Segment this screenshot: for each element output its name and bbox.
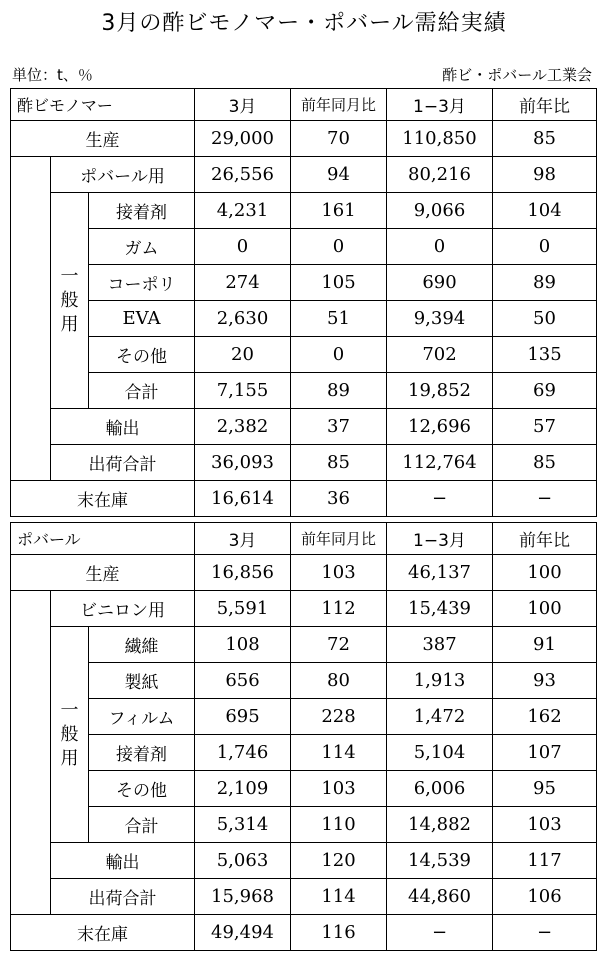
row-label: 生産	[11, 121, 195, 157]
cell: 702	[387, 337, 493, 373]
source-label: 酢ビ・ポバール工業会	[442, 66, 592, 84]
cell: 19,852	[387, 373, 493, 409]
row-label: EVA	[89, 301, 195, 337]
cell: 103	[493, 807, 597, 843]
cell: 80,216	[387, 157, 493, 193]
cell: 656	[195, 663, 291, 699]
cell: 690	[387, 265, 493, 301]
cell: 29,000	[195, 121, 291, 157]
row-label: ガム	[89, 229, 195, 265]
cell: 1,746	[195, 735, 291, 771]
cell: −	[493, 481, 597, 517]
col-header-month: 3月	[195, 523, 291, 555]
row-label: 出荷合計	[51, 445, 195, 481]
cell: −	[387, 915, 493, 951]
cell: 110	[291, 807, 387, 843]
table-row	[11, 121, 597, 157]
col-header-yoy-month: 前年同月比	[291, 523, 387, 555]
table-row	[11, 591, 597, 627]
table-row	[11, 915, 597, 951]
cell: 1,472	[387, 699, 493, 735]
cell: 100	[493, 555, 597, 591]
table-row	[11, 735, 597, 771]
row-label: フィルム	[89, 699, 195, 735]
cell: 0	[387, 229, 493, 265]
table-row	[11, 301, 597, 337]
cell: 1,913	[387, 663, 493, 699]
col-header-yoy-month: 前年同月比	[291, 89, 387, 121]
cell: 9,394	[387, 301, 493, 337]
cell: 112,764	[387, 445, 493, 481]
monomer-table	[10, 88, 597, 517]
cell: −	[387, 481, 493, 517]
cell: 50	[493, 301, 597, 337]
cell: 16,614	[195, 481, 291, 517]
cell: 98	[493, 157, 597, 193]
cell: 0	[493, 229, 597, 265]
page-title: 3月の酢ビモノマー・ポバール需給実績	[101, 11, 507, 36]
row-label: 末在庫	[11, 915, 195, 951]
row-label: 接着剤	[89, 193, 195, 229]
row-label: ポバール用	[51, 157, 195, 193]
cell: 80	[291, 663, 387, 699]
row-label: 合計	[89, 373, 195, 409]
cell: 7,155	[195, 373, 291, 409]
table-row	[11, 555, 597, 591]
cell: 95	[493, 771, 597, 807]
general-use-label: 一 般 用	[51, 627, 89, 843]
col-header-ytd: 1−3月	[387, 523, 493, 555]
col-header-ytd: 1−3月	[387, 89, 493, 121]
col-header-yoy: 前年比	[493, 523, 597, 555]
cell: 93	[493, 663, 597, 699]
cell: 120	[291, 843, 387, 879]
cell: 110,850	[387, 121, 493, 157]
table-row	[11, 265, 597, 301]
cell: 85	[493, 445, 597, 481]
table-row	[11, 879, 597, 915]
table-row	[11, 771, 597, 807]
cell: 46,137	[387, 555, 493, 591]
table-row	[11, 193, 597, 229]
cell: 37	[291, 409, 387, 445]
section-label: ポバール	[11, 523, 195, 555]
cell: 103	[291, 555, 387, 591]
cell: 70	[291, 121, 387, 157]
table-row	[11, 373, 597, 409]
cell: 26,556	[195, 157, 291, 193]
cell: 9,066	[387, 193, 493, 229]
cell: 695	[195, 699, 291, 735]
cell: 228	[291, 699, 387, 735]
cell: 5,063	[195, 843, 291, 879]
cell: −	[493, 915, 597, 951]
cell: 85	[291, 445, 387, 481]
table-row	[11, 843, 597, 879]
cell: 107	[493, 735, 597, 771]
cell: 14,539	[387, 843, 493, 879]
cell: 51	[291, 301, 387, 337]
cell: 0	[195, 229, 291, 265]
cell: 2,109	[195, 771, 291, 807]
cell: 2,630	[195, 301, 291, 337]
cell: 44,860	[387, 879, 493, 915]
row-label: コーポリ	[89, 265, 195, 301]
cell: 117	[493, 843, 597, 879]
row-label: 出荷合計	[51, 879, 195, 915]
cell: 100	[493, 591, 597, 627]
cell: 135	[493, 337, 597, 373]
col-header-month: 3月	[195, 89, 291, 121]
row-label: 輸出	[51, 843, 195, 879]
table-row	[11, 807, 597, 843]
cell: 161	[291, 193, 387, 229]
cell: 116	[291, 915, 387, 951]
table-row	[11, 627, 597, 663]
section-label: 酢ビモノマー	[11, 89, 195, 121]
indent-spacer	[11, 591, 51, 915]
row-label: その他	[89, 771, 195, 807]
cell: 0	[291, 229, 387, 265]
header-row	[11, 89, 597, 121]
cell: 103	[291, 771, 387, 807]
row-label: 合計	[89, 807, 195, 843]
cell: 85	[493, 121, 597, 157]
cell: 5,314	[195, 807, 291, 843]
cell: 36,093	[195, 445, 291, 481]
cell: 57	[493, 409, 597, 445]
cell: 6,006	[387, 771, 493, 807]
cell: 4,231	[195, 193, 291, 229]
table-row	[11, 663, 597, 699]
cell: 15,439	[387, 591, 493, 627]
cell: 12,696	[387, 409, 493, 445]
cell: 5,591	[195, 591, 291, 627]
cell: 49,494	[195, 915, 291, 951]
row-label: 末在庫	[11, 481, 195, 517]
cell: 72	[291, 627, 387, 663]
table-row	[11, 699, 597, 735]
table-row	[11, 409, 597, 445]
row-label: 接着剤	[89, 735, 195, 771]
row-label: ビニロン用	[51, 591, 195, 627]
cell: 5,104	[387, 735, 493, 771]
cell: 108	[195, 627, 291, 663]
table-row	[11, 229, 597, 265]
row-label: 輸出	[51, 409, 195, 445]
cell: 105	[291, 265, 387, 301]
cell: 16,856	[195, 555, 291, 591]
unit-label: 単位：t、％	[12, 66, 93, 84]
header-row	[11, 523, 597, 555]
poval-table	[10, 522, 597, 951]
indent-spacer	[11, 157, 51, 481]
row-label: 製紙	[89, 663, 195, 699]
table-row	[11, 445, 597, 481]
cell: 0	[291, 337, 387, 373]
cell: 69	[493, 373, 597, 409]
cell: 114	[291, 735, 387, 771]
row-label: その他	[89, 337, 195, 373]
table-row	[11, 337, 597, 373]
cell: 20	[195, 337, 291, 373]
cell: 36	[291, 481, 387, 517]
cell: 162	[493, 699, 597, 735]
cell: 94	[291, 157, 387, 193]
cell: 104	[493, 193, 597, 229]
cell: 112	[291, 591, 387, 627]
cell: 14,882	[387, 807, 493, 843]
cell: 106	[493, 879, 597, 915]
general-use-label: 一 般 用	[51, 193, 89, 409]
cell: 387	[387, 627, 493, 663]
cell: 89	[291, 373, 387, 409]
col-header-yoy: 前年比	[493, 89, 597, 121]
cell: 15,968	[195, 879, 291, 915]
cell: 114	[291, 879, 387, 915]
table-row	[11, 157, 597, 193]
cell: 91	[493, 627, 597, 663]
row-label: 生産	[11, 555, 195, 591]
table-row	[11, 481, 597, 517]
row-label: 繊維	[89, 627, 195, 663]
cell: 274	[195, 265, 291, 301]
cell: 2,382	[195, 409, 291, 445]
cell: 89	[493, 265, 597, 301]
